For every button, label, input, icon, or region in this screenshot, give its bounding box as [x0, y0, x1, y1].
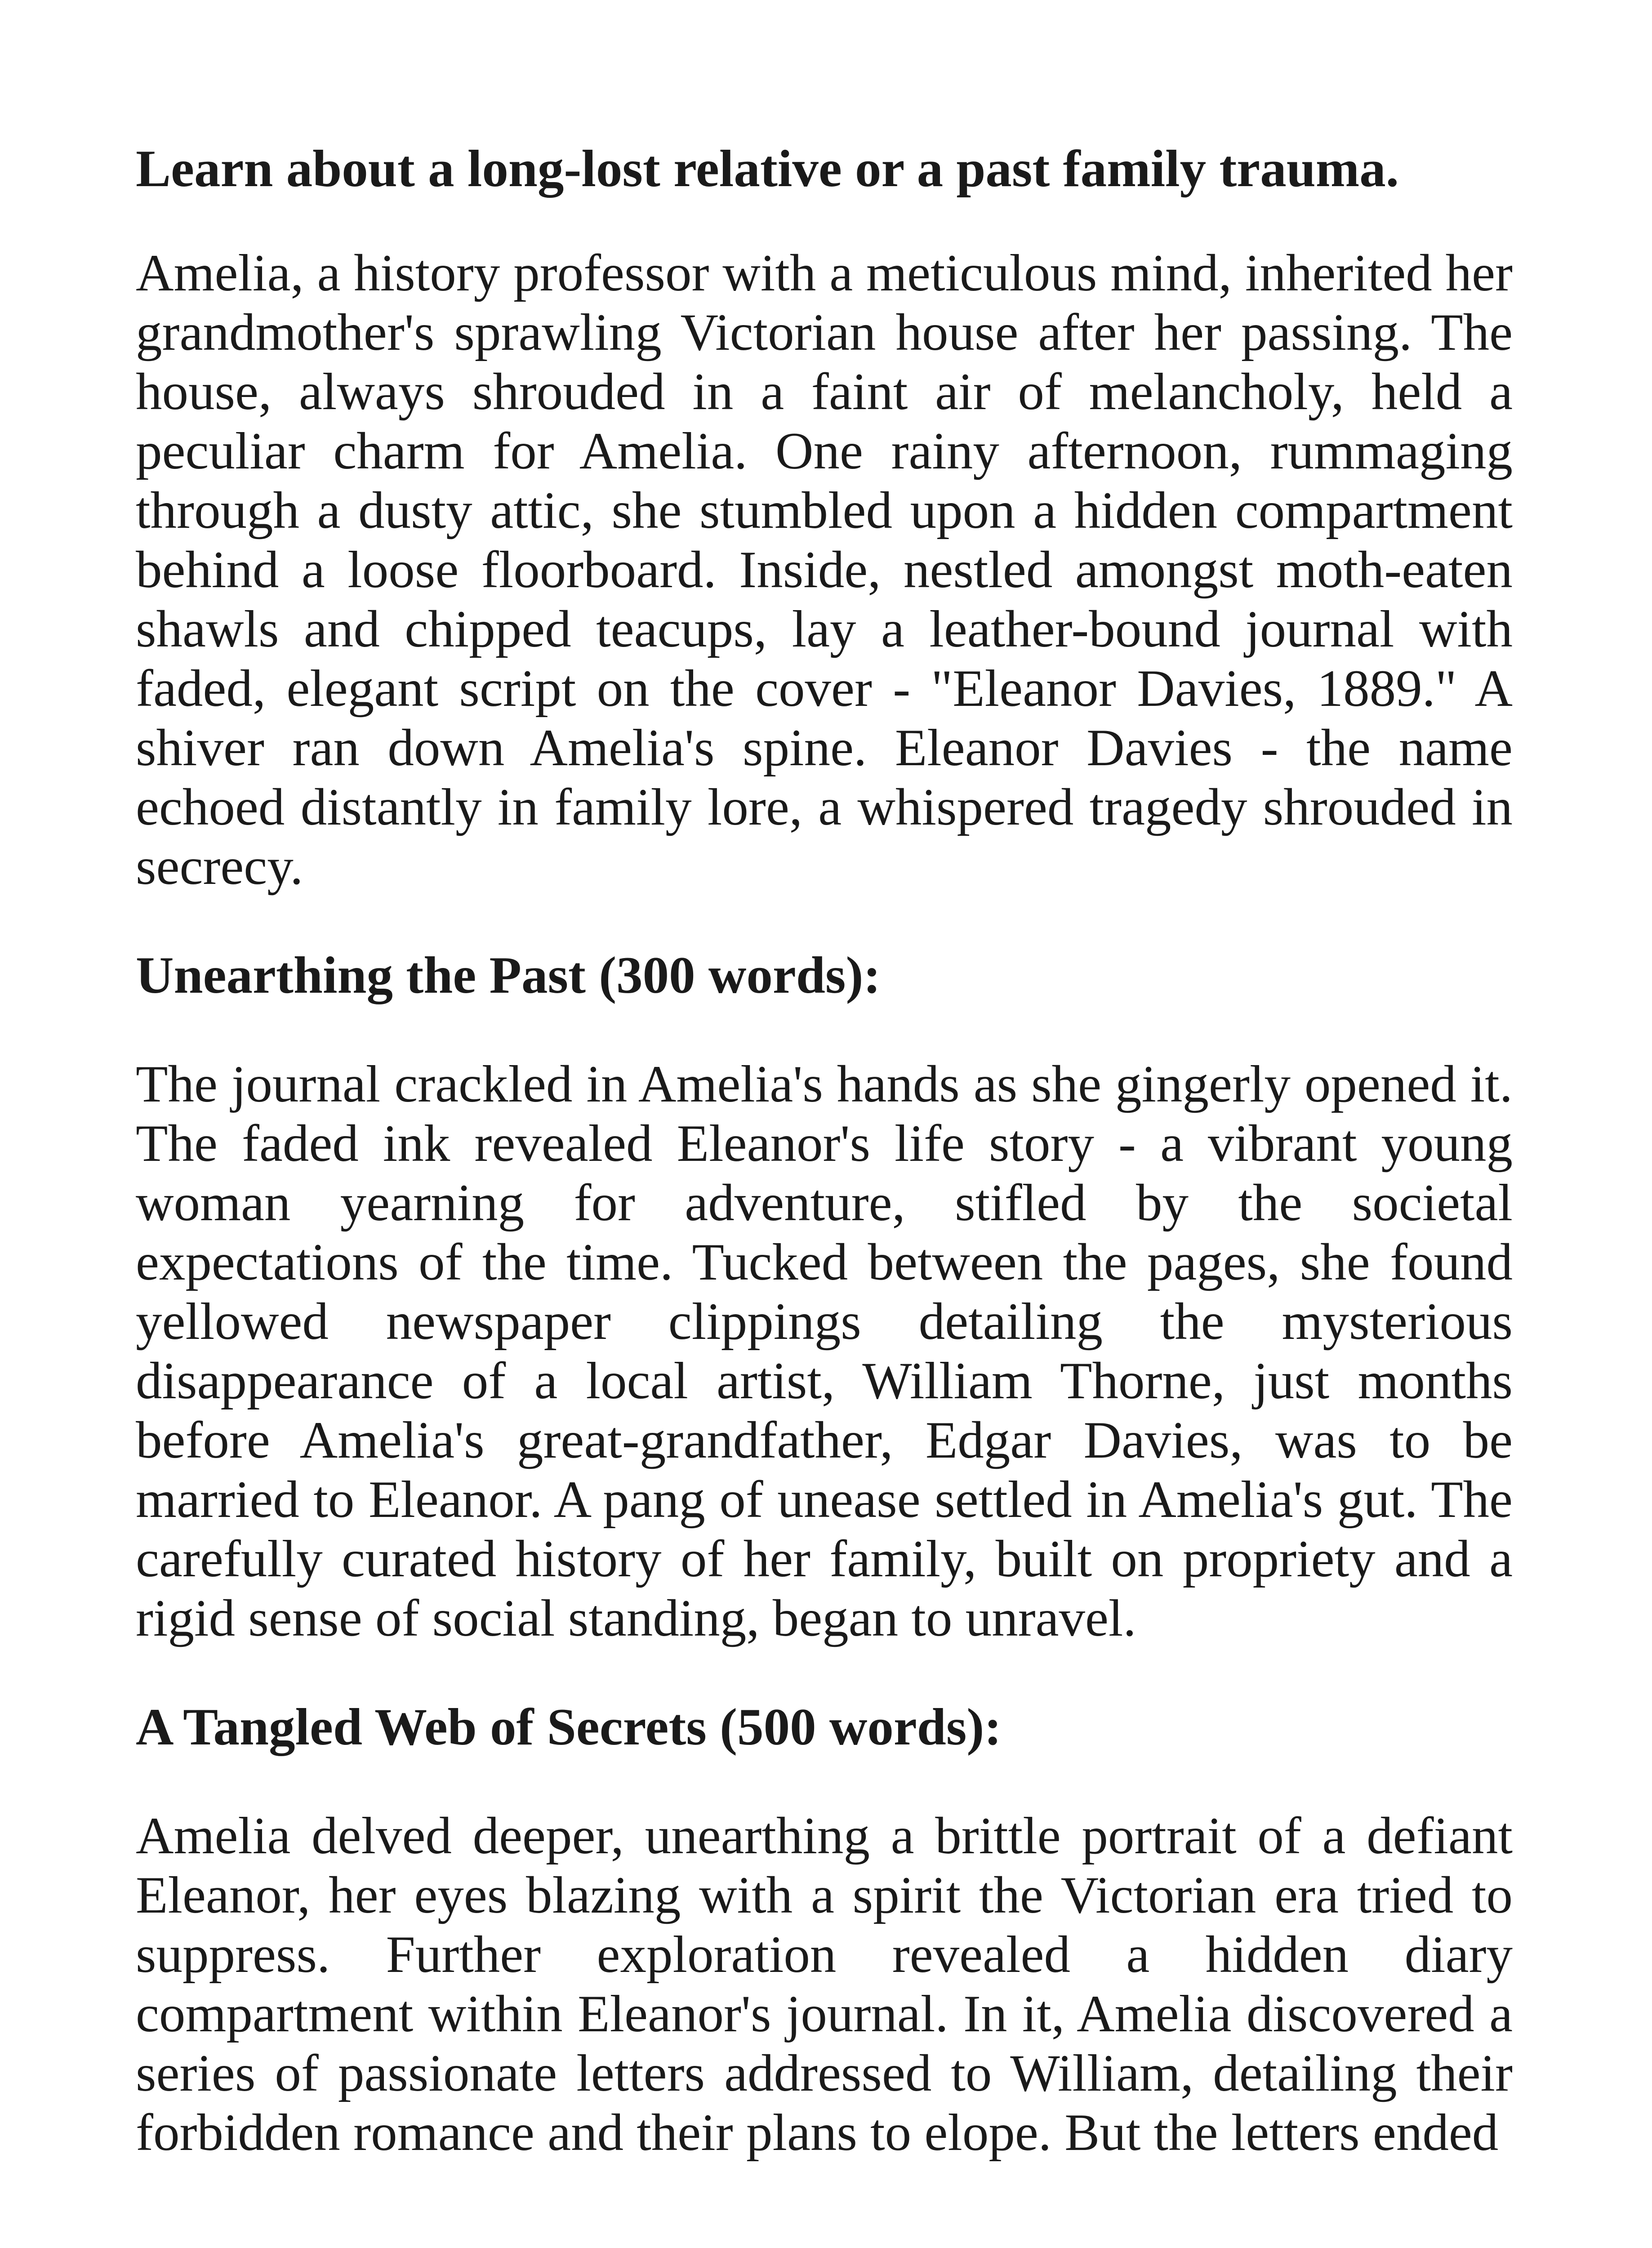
section-paragraph-unearthing: The journal crackled in Amelia's hands as she gingerly opened it. The faded ink revealed Eleanor's life story - a vibrant young woman yearning for adventure, stifled by the societal expectations of the time. Tucked between the pages, she found yellowed newspaper clippings detailing the mysterious disappearance of a local artist, William Thorne, just months before Amelia's great-grandfather, Edgar Davies, was to be married to Eleanor. A pang of unease settled in Amelia's gut. The carefully curated history of her family, built on propriety and a rigid sense of social standing, began to unravel. — [136, 1055, 1513, 1647]
section-paragraph-secrets: Amelia delved deeper, unearthing a brittle portrait of a defiant Eleanor, her eyes blazing with a spirit the Victorian era tried to suppress. Further exploration revealed a hidden diary compartment within Eleanor's journal. In it, Amelia discovered a series of passionate letters addressed to William, detailing their forbidden romance and their plans to elope. But the letters ended — [136, 1807, 1513, 2162]
section-heading-secrets: A Tangled Web of Secrets (500 words): — [136, 1698, 1002, 1756]
section-heading-relative: Learn about a long-lost relative or a past family trauma. — [136, 140, 1399, 198]
page-content — [136, 121, 1513, 2163]
section-paragraph-relative: Amelia, a history professor with a meticulous mind, inherited her grandmother's sprawling Victorian house after her passing. The house, always shrouded in a faint air of melancholy, held a peculiar charm for Amelia. One rainy afternoon, rummaging through a dusty attic, she stumbled upon a hidden compartment behind a loose floorboard. Inside, nestled amongst moth-eaten shawls and chipped teacups, lay a leather-bound journal with faded, elegant script on the cover - "Eleanor Davies, 1889." A shiver ran down Amelia's spine. Eleanor Davies - the name echoed distantly in family lore, a whispered tragedy shrouded in secrecy. — [136, 244, 1513, 896]
section-heading-unearthing: Unearthing the Past (300 words): — [136, 946, 881, 1004]
